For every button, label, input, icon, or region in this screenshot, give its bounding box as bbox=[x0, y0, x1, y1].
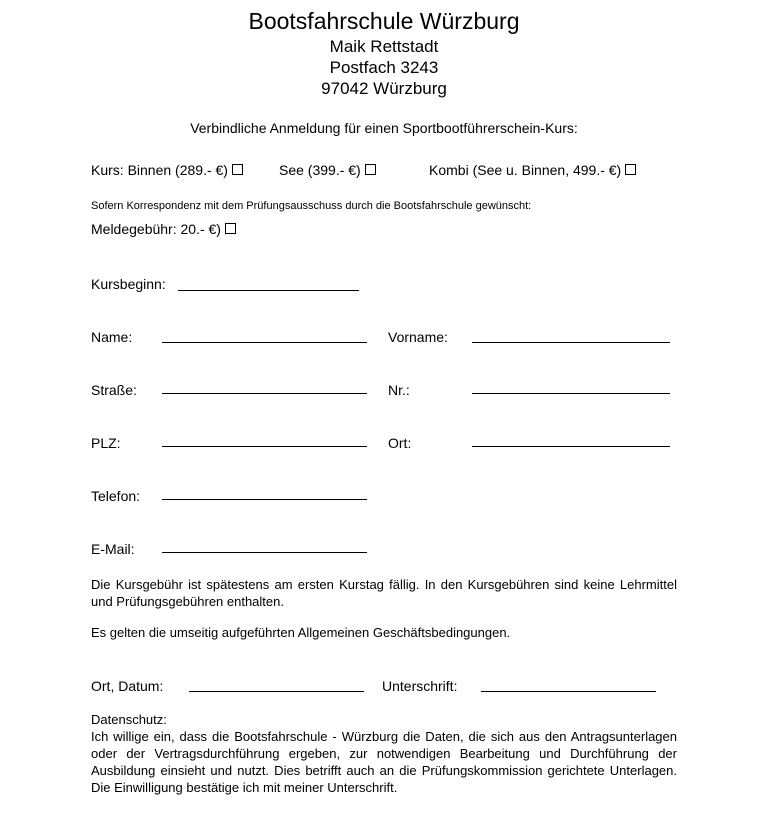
name-field[interactable] bbox=[162, 342, 367, 343]
ort-label: Ort: bbox=[388, 435, 412, 451]
course-binnen-label: Kurs: Binnen (289.- €) bbox=[91, 162, 228, 178]
plz-field[interactable] bbox=[162, 446, 367, 447]
vorname-label: Vorname: bbox=[388, 329, 448, 345]
registration-fee-label: Meldegebühr: 20.- €) bbox=[91, 221, 221, 237]
place-date-label: Ort, Datum: bbox=[91, 678, 164, 694]
course-option-kombi bbox=[429, 162, 636, 178]
kursbeginn-field[interactable] bbox=[178, 290, 359, 291]
fee-paragraph: Die Kursgebühr ist spätestens am ersten Kurstag fällig. In den Kursgebühren sind keine Lehrmittel und Prüfungsgebühren enthalten. bbox=[91, 577, 677, 609]
registration-fee-option bbox=[91, 221, 236, 237]
school-title: Bootsfahrschule Würzburg bbox=[248, 8, 520, 34]
strasse-label: Straße: bbox=[91, 382, 137, 398]
form-subtitle: Verbindliche Anmeldung für einen Sportbootführerschein-Kurs: bbox=[190, 120, 578, 136]
vorname-field[interactable] bbox=[472, 342, 670, 343]
course-see-checkbox[interactable] bbox=[365, 164, 376, 175]
telefon-field[interactable] bbox=[162, 499, 367, 500]
course-option-see bbox=[279, 162, 376, 178]
registration-fee-checkbox[interactable] bbox=[225, 223, 236, 234]
course-option-binnen bbox=[91, 162, 243, 178]
terms-paragraph: Es gelten die umseitig aufgeführten Allgemeinen Geschäftsbedingungen. bbox=[91, 625, 511, 640]
signature-label: Unterschrift: bbox=[382, 678, 458, 694]
nr-label: Nr.: bbox=[388, 382, 410, 398]
privacy-title: Datenschutz: bbox=[91, 712, 167, 727]
nr-field[interactable] bbox=[472, 393, 670, 394]
contact-city: 97042 Würzburg bbox=[321, 79, 447, 98]
correspondence-note: Sofern Korrespondenz mit dem Prüfungsausschuss durch die Bootsfahrschule gewünscht: bbox=[91, 200, 532, 212]
email-field[interactable] bbox=[162, 552, 367, 553]
course-see-label: See (399.- €) bbox=[279, 162, 361, 178]
signature-field[interactable] bbox=[481, 691, 656, 692]
course-kombi-label: Kombi (See u. Binnen, 499.- €) bbox=[429, 162, 622, 178]
plz-label: PLZ: bbox=[91, 435, 121, 451]
place-date-field[interactable] bbox=[189, 691, 364, 692]
email-label: E-Mail: bbox=[91, 541, 135, 557]
privacy-paragraph: Ich willige ein, dass die Bootsfahrschule - Würzburg die Daten, die sich aus den Antragsunterlagen oder der Vertragsdurchführung ergeben, zur notwendigen Bearbeitung und Durchführung der Ausbildung einsieht und nutzt. Dies betrifft auch an die Prüfungskommission gerichtete Unterlagen. Die Einwilligung bestätige ich mit meiner Unterschrift. bbox=[91, 729, 677, 795]
ort-field[interactable] bbox=[472, 446, 670, 447]
kursbeginn-label: Kursbeginn: bbox=[91, 276, 166, 292]
course-binnen-checkbox[interactable] bbox=[232, 164, 243, 175]
contact-name: Maik Rettstadt bbox=[329, 37, 439, 56]
strasse-field[interactable] bbox=[162, 393, 367, 394]
telefon-label: Telefon: bbox=[91, 488, 141, 504]
course-kombi-checkbox[interactable] bbox=[625, 164, 636, 175]
name-label: Name: bbox=[91, 329, 133, 345]
contact-postbox: Postfach 3243 bbox=[329, 58, 439, 77]
